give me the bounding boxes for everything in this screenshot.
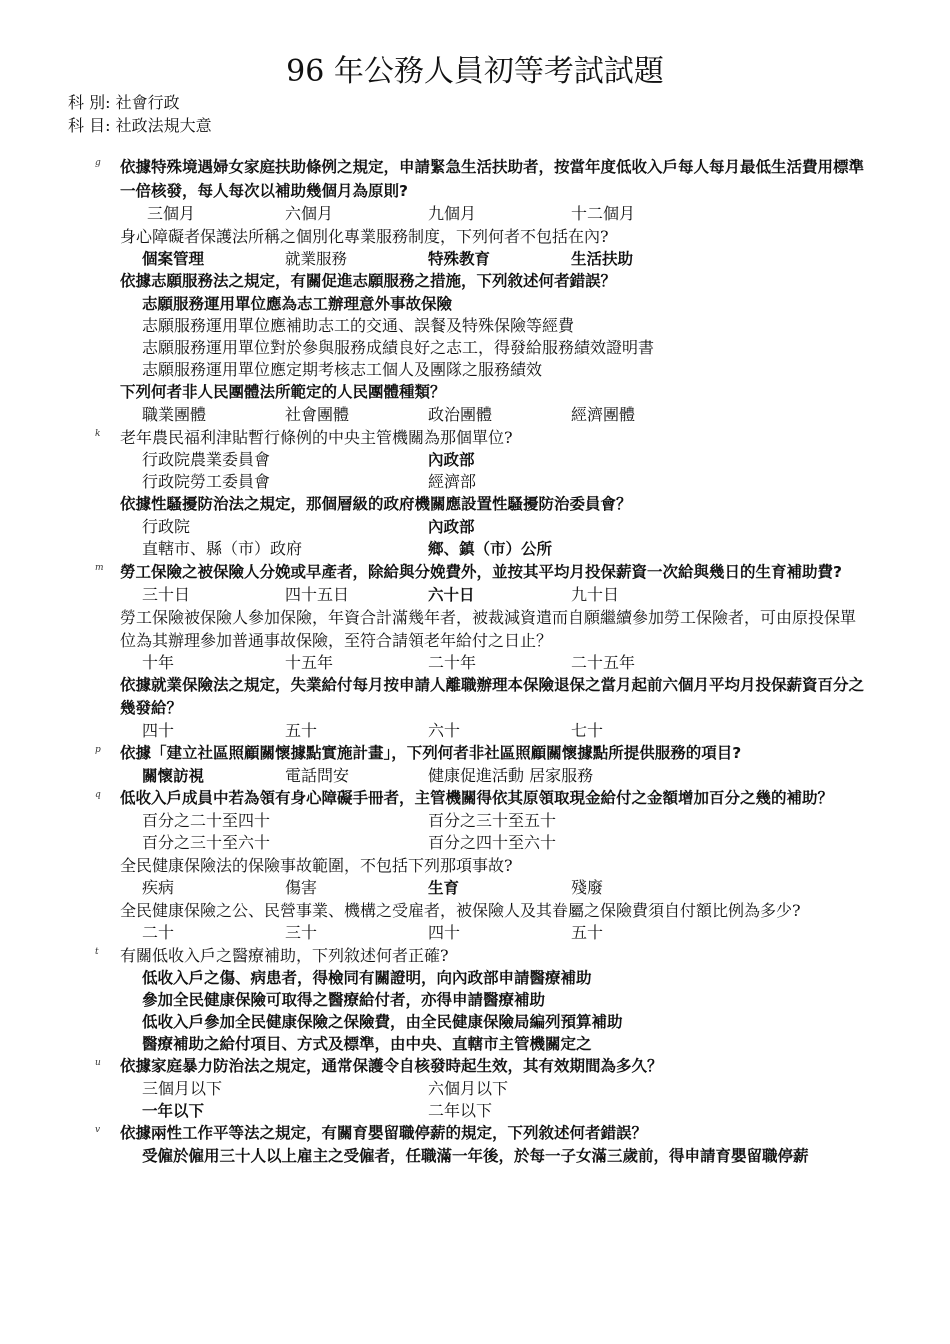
question-marker: m [95,563,104,573]
question-stem: 依據性騷擾防治法之規定，那個層級的政府機關應設置性騷擾防治委員會？ [120,495,632,513]
option: 就業服務 [285,250,348,268]
option: 個案管理 [142,250,205,268]
option: 經濟部 [428,472,477,491]
question-2 [0,225,950,270]
option: 九十日 [571,585,620,604]
option: 志願服務運用單位對於參與服務成績良好之志工，得發給服務績效證明書 [142,338,655,357]
question-stem: 依據家庭暴力防治法之規定，通常保護令自核發時起生效，其有效期間為多久？ [120,1057,663,1075]
option: 生育 [428,879,460,897]
option: 二十 [142,923,175,942]
question-marker: q [95,790,101,800]
question-16 [0,1122,950,1168]
option: 二十五年 [571,653,636,672]
question-marker: p [95,745,101,755]
option: 百分之三十至五十 [428,811,557,830]
question-3 [0,270,950,381]
option: 三十 [285,923,318,942]
option-list [142,922,950,944]
question-stem: 下列何者非人民團體法所範定的人民團體種類？ [120,383,446,401]
option: 五十 [571,923,604,942]
option: 參加全民健康保險可取得之醫療給付者，亦得申請醫療補助 [142,991,546,1009]
question-12 [0,854,950,899]
option: 行政院農業委員會 [142,450,271,469]
question-13 [0,899,950,944]
question-stem [120,155,870,203]
option: 十二個月 [571,204,636,223]
option: 內政部 [428,518,475,536]
option: 四十 [142,721,175,740]
option: 健康促進活動 [428,766,525,785]
question-4 [0,381,950,426]
question-list [0,155,950,1168]
option-list [142,877,950,899]
question-10 [0,742,950,787]
question-text: 勞工保險之被保險人分娩或早產者，除給與分娩費外，並按其平均月投保薪資一次給與幾日的生育補助費? [120,563,842,581]
course-value: 社政法規大意 [115,116,212,135]
option: 二十年 [428,653,477,672]
option-list [142,652,950,674]
option: 直轄市、縣（市）政府 [142,539,303,558]
option-list [142,516,950,560]
question-9 [0,674,950,742]
option-list [142,967,950,1055]
option: 九個月 [428,204,477,223]
question-stem: 全民健康保險之公、民營事業、機構之受雇者，被保險人及其眷屬之保險費須自付額比例為多少? [120,901,801,920]
subject-line [68,92,180,114]
course-label: 科 目: [68,116,111,135]
option-list [142,810,950,854]
option: 志願服務運用單位應定期考核志工個人及團隊之服務績效 [142,360,543,379]
question-stem: 低收入戶成員中若為領有身心障礙手冊者，主管機關得依其原領取現金給付之金額增加百分之幾的補助？ [120,789,834,807]
question-stem: 依據就業保險法之規定，失業給付每月按申請人離職辦理本保險退保之當月起前六個月平均月投保薪資百分之幾發給？ [120,676,865,717]
option: 百分之四十至六十 [428,833,557,852]
option: 三個月以下 [142,1079,223,1098]
question-stem: 依據「建立社區照顧關懷據點實施計畫」，下列何者非社區照顧關懷據點所提供服務的項目? [120,744,742,762]
question-stem: 老年農民福利津貼暫行條例的中央主管機關為那個單位? [120,428,513,447]
option: 殘廢 [571,878,604,897]
option: 二年以下 [428,1101,493,1120]
question-stem: 勞工保險被保險人參加保險，年資合計滿幾年者，被裁減資遣而自願繼續參加勞工保險者，可由原投保單位為其辦理參加普通事故保險，至符合請領老年給付之日止？ [120,608,857,650]
exam-title: 96 年公務人員初等考試試題 [286,54,664,89]
option: 生活扶助 [571,250,634,268]
question-6 [0,493,950,560]
question-marker: u [95,1058,101,1068]
option-list [142,293,950,381]
option: 政治團體 [428,405,493,424]
option-list [142,1078,950,1122]
question-stem: 身心障礙者保護法所稱之個別化專業服務制度，下列何者不包括在內? [120,227,609,246]
option: 疾病 [142,878,175,897]
subject-value: 社會行政 [115,93,180,112]
option: 內政部 [428,451,475,469]
option: 行政院 [142,517,191,536]
subject-label: 科 別: [68,93,111,112]
question-marker: g [95,158,101,168]
option: 低收入戶參加全民健康保險之保險費，由全民健康保險局編列預算補助 [142,1013,623,1031]
option: 居家服務 [529,766,594,785]
option-list [142,720,950,742]
question-7 [0,560,950,606]
option: 職業團體 [142,405,207,424]
course-line [68,115,212,137]
option: 一年以下 [142,1102,205,1120]
option: 受僱於僱用三十人以上雇主之受僱者，任職滿一年後，於每一子女滿三歲前，得申請育嬰留職停薪 [142,1147,809,1165]
option: 特殊教育 [428,250,491,268]
option: 四十 [428,923,461,942]
question-stem: 全民健康保險法的保險事故範圍，不包括下列那項事故? [120,856,513,875]
option: 四十五日 [285,585,350,604]
question-stem: 依據志願服務法之規定，有關促進志願服務之措施，下列敘述何者錯誤？ [120,272,617,290]
option: 六個月 [285,204,334,223]
question-5 [0,426,950,493]
option-list [142,404,950,426]
option-list [142,765,950,787]
question-marker: t [95,947,99,957]
option: 六十日 [428,586,475,604]
question-8 [0,606,950,674]
option: 行政院勞工委員會 [142,472,271,491]
option: 社會團體 [285,405,350,424]
option: 志願服務運用單位應補助志工的交通、誤餐及特殊保險等經費 [142,316,575,335]
option: 志願服務運用單位應為志工辦理意外事故保險 [142,295,453,313]
option-list [142,203,950,225]
option: 五十 [285,721,318,740]
question-stem: 依據兩性工作平等法之規定，有關育嬰留職停薪的規定，下列敘述何者錯誤？ [120,1124,648,1142]
option: 三十日 [142,585,191,604]
question-marker: k [95,429,101,439]
option: 低收入戶之傷、病患者，得檢同有關證明，向內政部申請醫療補助 [142,969,592,987]
question-11 [0,787,950,854]
option: 六十 [428,721,461,740]
option: 醫療補助之給付項目、方式及標準，由中央、直轄市主管機關定之 [142,1035,592,1053]
question-marker: v [95,1125,101,1135]
option: 七十 [571,721,604,740]
option-list [142,449,950,493]
option-list [142,248,950,270]
question-1 [0,155,950,225]
option: 百分之二十至四十 [142,811,271,830]
option-list [142,584,950,606]
option: 十年 [142,653,175,672]
option: 十五年 [285,653,334,672]
question-stem: 有關低收入戶之醫療補助，下列敘述何者正確? [120,946,449,965]
option: 傷害 [285,878,318,897]
option: 經濟團體 [571,405,636,424]
question-text: 依據特殊境遇婦女家庭扶助條例之規定，申請緊急生活扶助者，按當年度低收入戶每人每月最低生活費用標準一倍核發，每人每次以補助幾個月為原則? [120,158,865,200]
option: 鄉、鎮（市）公所 [428,540,553,558]
question-15 [0,1055,950,1122]
question-14 [0,944,950,1055]
option: 關懷訪視 [142,767,205,785]
option: 六個月以下 [428,1079,509,1098]
option: 電話問安 [285,766,350,785]
option: 三個月 [147,204,196,223]
question-stem [120,560,870,584]
option: 百分之三十至六十 [142,833,271,852]
